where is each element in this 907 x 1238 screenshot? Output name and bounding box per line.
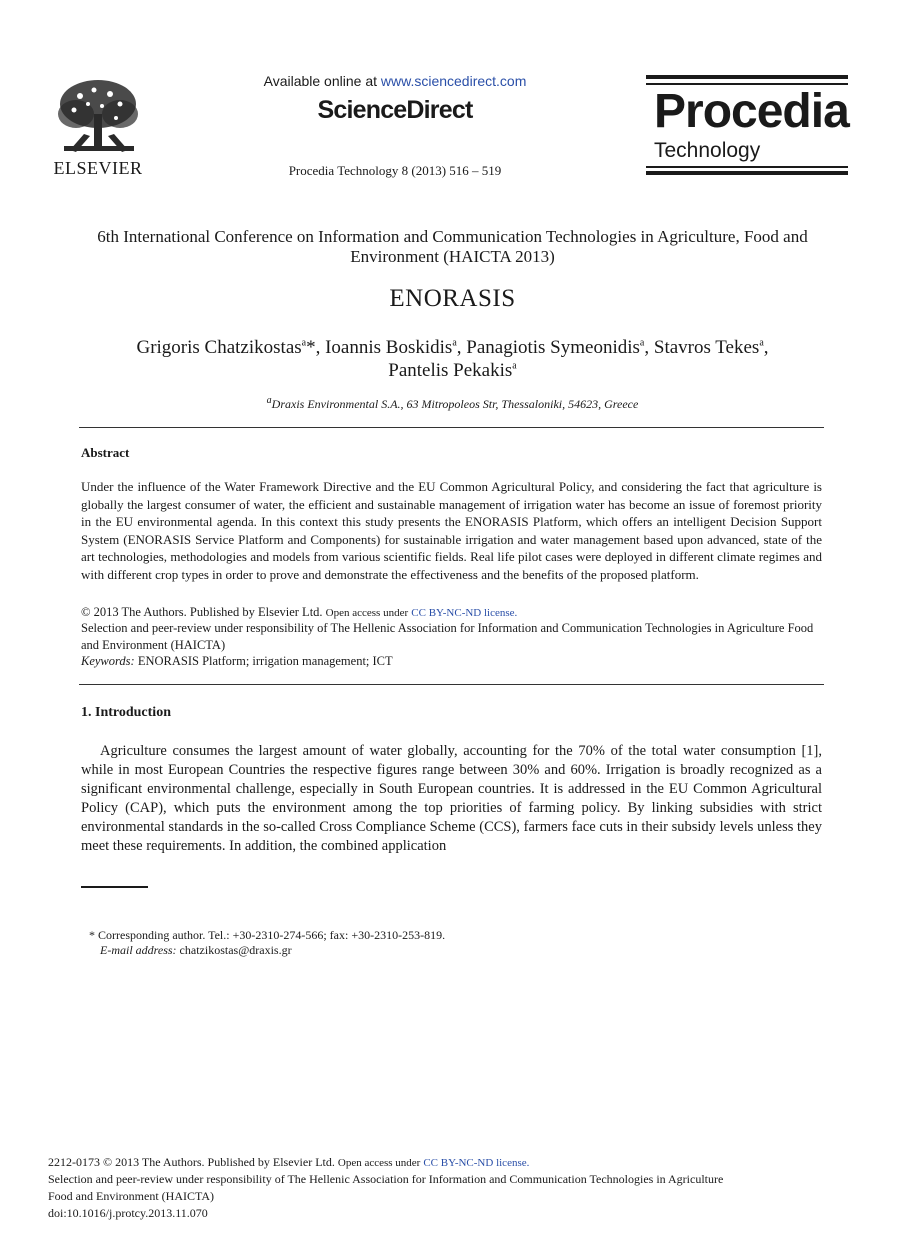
top-divider — [79, 427, 824, 428]
peer-review-note: Selection and peer-review under responsibility of The Hellenic Association for Information and Communication Technologies in Agriculture Food and Environment (HAICTA) — [81, 621, 814, 652]
affiliation: $^a$Draxis Environmental S.A., 63 Mitropoleos Str, Thessaloniki, 54623, Greece — [266, 395, 639, 411]
keywords: Keywords: ENORASIS Platform; irrigation management; ICT — [81, 654, 393, 668]
footer-copyright: 2212-0173 © 2013 The Authors. Published by Elsevier Ltd. Open access under CC BY-NC-ND license. — [48, 1155, 530, 1169]
footer-license-link[interactable]: CC BY-NC-ND license. — [423, 1157, 530, 1169]
license-link[interactable]: CC BY-NC-ND license. — [411, 607, 518, 619]
procedia-logo — [646, 75, 848, 175]
conference-name: 6th International Conference on Information and Communication Technologies in Agriculture, Food and Environment (HAICTA 2013) — [97, 227, 808, 266]
procedia-subtitle: Technology — [654, 139, 761, 162]
available-online — [200, 73, 590, 89]
section-heading: 1. Introduction — [81, 705, 171, 720]
journal-reference: Procedia Technology 8 (2013) 516 – 519 — [288, 163, 502, 178]
author: Pantelis Pekakis$^a$ — [388, 360, 517, 381]
footer-review-line: Food and Environment (HAICTA) — [48, 1189, 215, 1203]
corresponding-author: * Corresponding author. Tel.: +30-2310-274-566; fax: +30-2310-253-819. — [89, 928, 446, 942]
introduction-text: Agriculture consumes the largest amount of water globally, accounting for the 70% of the total water consumption [1], while in most European Countries the respective figures range between 30% and 60%. Irrigation is broadly recognized as a significant environmental challenge, especially in South European countries. It is addressed in the EU Common Agricultural Policy (CAP), which puts the environment among the top priorities of farming policy. By linking subsidies with strict environmental standards in the so-called Cross Compliance Scheme (CCS), farmers face cuts in their subsidy levels unless they meet these requirements. In addition, the combined application — [81, 743, 822, 854]
abstract-heading: Abstract — [81, 445, 130, 460]
author-email: E-mail address: chatzikostas@draxis.gr — [100, 943, 292, 957]
author-list — [80, 336, 825, 382]
abstract-text: Under the influence of the Water Framework Directive and the EU Common Agricultural Policy, and considering the fact that agriculture is globally the largest consumer of water, the efficient and sustainable management of irrigation water has become an issue of foremost priority in the EU environmental agenda. In this context this study presents the ENORASIS Platform, which offers an intelligent Decision Support System (ENORASIS Service Platform and Components) for sustainable irrigation and water management based upon advanced, state of the art technologies, methodologies and models from various scientific fields. Real life pilot cases were deployed in different climate regimes and with different crop types in order to prove and demonstrate the effectiveness and the benefits of the proposed platform. — [81, 479, 822, 582]
paper-title: ENORASIS — [389, 285, 516, 312]
copyright-line: © 2013 The Authors. Published by Elsevier Ltd. Open access under CC BY-NC-ND license. — [81, 605, 518, 619]
footnote-rule — [81, 886, 148, 888]
author: Ioannis Boskidis$^a$, — [325, 337, 467, 358]
elsevier-wordmark: ELSEVIER — [53, 158, 143, 178]
available-prefix: Available online at — [263, 73, 377, 89]
footer-review-line: Selection and peer-review under responsibility of The Hellenic Association for Information and Communication Technologies in Agriculture — [48, 1172, 724, 1186]
sciencedirect-logo: ScienceDirect — [317, 96, 473, 124]
procedia-title: Procedia — [654, 85, 849, 138]
author: Grigoris Chatzikostas$^a$*, — [136, 337, 326, 358]
elsevier-tree-icon — [50, 74, 146, 158]
doi: doi:10.1016/j.protcy.2013.11.070 — [48, 1206, 208, 1220]
author: Stavros Tekes$^a$, — [653, 337, 769, 358]
bottom-divider — [79, 684, 824, 685]
author: Panagiotis Symeonidis$^a$, — [466, 337, 654, 358]
sciencedirect-link[interactable]: www.sciencedirect.com — [380, 73, 527, 89]
